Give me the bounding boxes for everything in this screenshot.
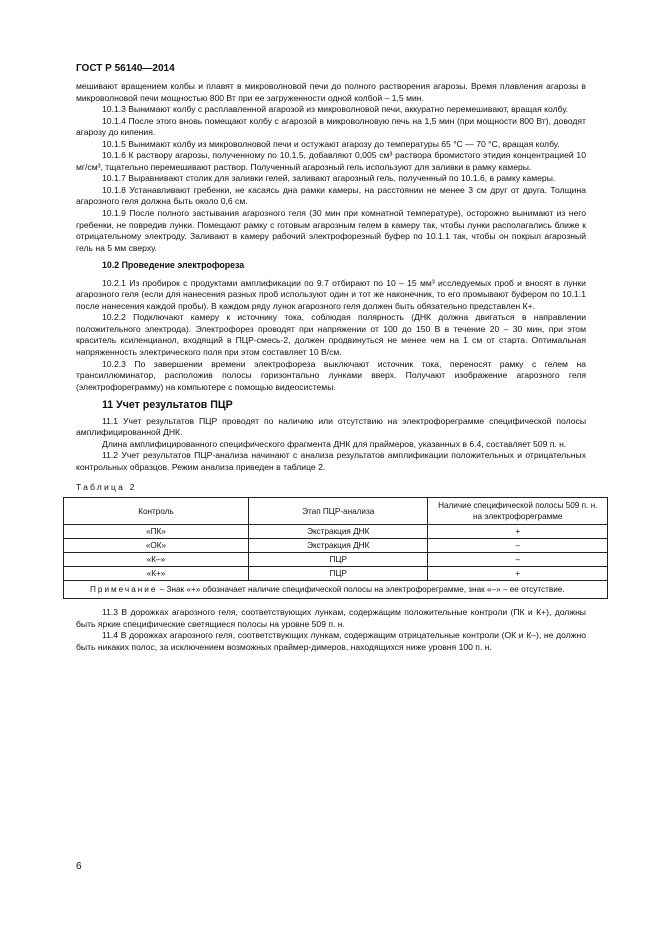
section-heading-11: 11 Учет результатов ПЦР — [102, 399, 233, 412]
paragraph-10-1-9: 10.1.9 После полного застывания агарозного геля (30 мин при комнатной температуре), осторожно вынимают из него гребенки, не повредив лунки. Помещают рамку с готовым агарозным гелем в камеру так, чтобы лунки располагались ближе к отрицательному электроду. Заливают в камеру рабочий электрофорезный буфер по 10.1.1 так, чтобы он покрыл агарозный гель на 5 мм сверху. — [76, 208, 586, 253]
table-row — [64, 525, 608, 539]
paragraph-10-1-8: 10.1.8 Устанавливают гребенки, не касаясь дна рамки камеры, на расстоянии не менее 3 см друг от друга. Толщина агарозного геля должна быть около 0,6 см. — [76, 184, 586, 207]
table-row — [64, 567, 608, 581]
table-header-control: Контроль — [64, 498, 249, 525]
page-number: 6 — [76, 861, 82, 872]
table-caption-number: 2 — [129, 481, 135, 492]
table-cell: – — [428, 553, 608, 567]
paragraph-10-1-4: 10.1.4 После этого вновь помещают колбу с агарозой в микроволновую печь на 1,5 мин (при мощности 800 Вт), доводят агарозу до кипения. — [76, 115, 586, 138]
table-cell: «К–» — [64, 553, 249, 567]
paragraph-11-2: 11.2 Учет результатов ПЦР-анализа начинают с анализа результатов амплификации положительных и отрицательных контрольных образцов. Режим анализа приведен в таблице 2. — [76, 450, 586, 472]
results-table — [63, 497, 608, 599]
paragraph-10-2-2: 10.2.2 Подключают камеру к источнику тока, соблюдая полярность (ДНК должна двигаться в направлении положительного электрода). Электрофорез проводят при напряжении от 100 до 150 В в течение 20 – 30 мин, при этом краситель ксиленцианол, входящий в ПЦР-смесь-2, должен продвинуться не менее чем на 1 см от старта. Оптимальная напряженность электрического поля при этом составляет 10 В/см. — [76, 312, 586, 358]
table-cell: Экстракция ДНК — [248, 539, 428, 553]
table-cell: «К+» — [64, 567, 249, 581]
paragraph-11-3: 11.3 В дорожках агарозного геля, соответствующих лункам, содержащим положительные контроли (ПК и К+), должны быть яркие специфические светящиеся полосы на уровне 509 п. н. — [76, 607, 586, 629]
table-row — [64, 553, 608, 567]
table-cell: – — [428, 539, 608, 553]
table-cell: + — [428, 567, 608, 581]
document-header: ГОСТ Р 56140—2014 — [76, 63, 175, 74]
table-note — [64, 581, 608, 599]
paragraph-10-2-3: 10.2.3 По завершении времени электрофореза выключают источник тока, переносят рамку с гелем на трансиллюминатор, расположив полосы горизонтально лунками вверх. Получают изображение агарозного геля (электрофореграмму) на компьютере с помощью видеосистемы. — [76, 358, 586, 392]
table-note-text: – Знак «+» обозначает наличие специфической полосы на электрофореграмме, знак «–» – ее отсутствие. — [157, 585, 565, 595]
paragraph-10-2-1: 10.2.1 Из пробирок с продуктами амплификации по 9.7 отбирают по 10 – 15 мм³ исследуемых проб и вносят в лунки агарозного геля (если для нанесения разных проб используют один и тот же наконечник, то его промывают буфером по 10.1.1 после нанесения каждой пробы). В каждом ряду лунок агарозного геля должен быть обязательно представлен К+. — [76, 277, 586, 311]
table-cell: «ПК» — [64, 525, 249, 539]
table-caption — [76, 482, 586, 494]
paragraph-11-1-length: Длина амплифицированного специфического фрагмента ДНК для праймеров, указанных в 6.4, составляет 509 п. н. — [102, 438, 567, 449]
paragraph-11-1: 11.1 Учет результатов ПЦР проводят по наличию или отсутствию на электрофореграмме специфической полосы амплифицированной ДНК. — [76, 415, 586, 438]
document-body — [76, 81, 598, 653]
paragraph-11-4: 11.4 В дорожках агарозного геля, соответствующих лункам, содержащим отрицательные контроли (ОК и К–), не должно быть никаких полос, за исключением возможных праймер-димеров, находящихся ниже уровня 100 п. н. — [76, 630, 586, 652]
table-note-row — [64, 581, 608, 599]
table-header-stage: Этап ПЦР-анализа — [248, 498, 428, 525]
paragraph-10-1-7: 10.1.7 Выравнивают столик для заливки гелей, заливают агарозный гель, полученный по 10.1.6, в рамку камеры. — [102, 173, 556, 184]
table-cell: Экстракция ДНК — [248, 525, 428, 539]
paragraph-continuation: мешивают вращением колбы и плавят в микроволновой печи до полного растворения агарозы. Время плавления агарозы в микроволновой печи мощностью 800 Вт при ее загруженности одной колбой – 1,5 мин. — [76, 81, 586, 103]
table-row — [64, 539, 608, 553]
paragraph-10-1-3: 10.1.3 Вынимают колбу с расплавленной агарозой из микроволновой печи, аккуратно перемешивают, вращая колбу. — [102, 104, 569, 115]
table-cell: «ОК» — [64, 539, 249, 553]
table-header-band: Наличие специфической полосы 509 п. н. на электрофореграмме — [428, 498, 608, 525]
table-header-row — [64, 498, 608, 525]
paragraph-10-1-5: 10.1.5 Вынимают колбу из микроволновой печи и остужают агарозу до температуры 65 °С — 70 °С, вращая колбу. — [102, 138, 560, 149]
section-heading-10-2: 10.2 Проведение электрофореза — [102, 260, 245, 271]
table-caption-word: Таблица — [76, 481, 126, 492]
table-cell: ПЦР — [248, 567, 428, 581]
paragraph-10-1-6: 10.1.6 К раствору агарозы, полученному по 10.1.5, добавляют 0,005 см³ раствора бромистого этидия концентрацией 10 мг/см³, тщательно перемешивают раствор. Полученный агарозный гель используют для заливки в рамку камеры. — [76, 150, 586, 172]
table-cell: ПЦР — [248, 553, 428, 567]
table-cell: + — [428, 525, 608, 539]
table-note-label: Примечание — [90, 585, 158, 595]
